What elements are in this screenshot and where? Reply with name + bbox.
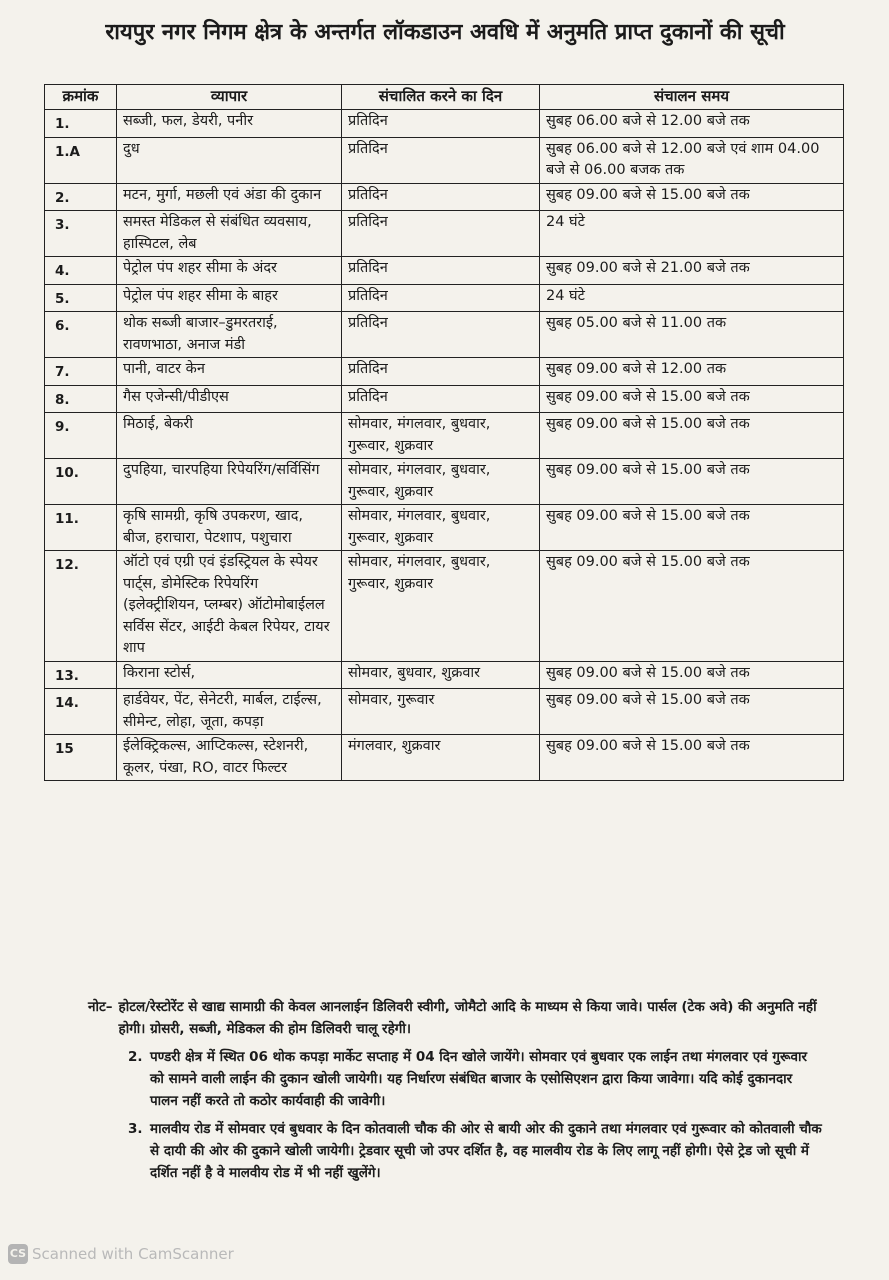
watermark-text: Scanned with CamScanner (32, 1245, 234, 1263)
trade-cell: पेट्रोल पंप शहर सीमा के बाहर (117, 284, 342, 312)
table-row (45, 689, 844, 735)
camscanner-logo-icon: CS (8, 1244, 28, 1264)
table-row (45, 661, 844, 689)
days-cell: प्रतिदिन (342, 257, 540, 285)
days-cell: सोमवार, गुरूवार (342, 689, 540, 735)
time-cell: 24 घंटे (540, 211, 844, 257)
time-cell: सुबह 09.00 बजे से 15.00 बजे तक (540, 183, 844, 211)
time-cell: सुबह 09.00 बजे से 15.00 बजे तक (540, 689, 844, 735)
scanner-watermark (8, 1244, 234, 1264)
table-row (45, 110, 844, 138)
note-2-number: 2. (128, 1049, 143, 1065)
trade-cell: हार्डवेयर, पेंट, सेनेटरी, मार्बल, टाईल्स, सीमेन्ट, लोहा, जूता, कपड़ा (117, 689, 342, 735)
time-cell: सुबह 09.00 बजे से 15.00 बजे तक (540, 735, 844, 781)
days-cell: सोमवार, मंगलवार, बुधवार, गुरूवार, शुक्रवार (342, 551, 540, 662)
header-trade: व्यापार (117, 85, 342, 110)
header-days: संचालित करने का दिन (342, 85, 540, 110)
trade-cell: समस्त मेडिकल से संबंधित व्यवसाय, हास्पिटल, लेब (117, 211, 342, 257)
table-row (45, 385, 844, 413)
note-3 (88, 1118, 823, 1184)
serial-cell: 10. (45, 459, 117, 505)
serial-cell: 5. (45, 284, 117, 312)
days-cell: प्रतिदिन (342, 211, 540, 257)
days-cell: प्रतिदिन (342, 358, 540, 386)
time-cell: सुबह 09.00 बजे से 15.00 बजे तक (540, 505, 844, 551)
days-cell: सोमवार, बुधवार, शुक्रवार (342, 661, 540, 689)
trade-cell: मिठाई, बेकरी (117, 413, 342, 459)
serial-cell: 6. (45, 312, 117, 358)
note-1 (88, 996, 823, 1040)
days-cell: प्रतिदिन (342, 385, 540, 413)
trade-cell: मटन, मुर्गा, मछली एवं अंडा की दुकान (117, 183, 342, 211)
serial-cell: 3. (45, 211, 117, 257)
trade-cell: ईलेक्ट्रिकल्स, आप्टिकल्स, स्टेशनरी, कूलर, पंखा, RO, वाटर फिल्टर (117, 735, 342, 781)
table-row (45, 459, 844, 505)
serial-cell: 7. (45, 358, 117, 386)
time-cell: सुबह 09.00 बजे से 15.00 बजे तक (540, 385, 844, 413)
table-row (45, 358, 844, 386)
serial-cell: 9. (45, 413, 117, 459)
table-row (45, 284, 844, 312)
notes-section (88, 996, 823, 1184)
time-cell: सुबह 09.00 बजे से 21.00 बजे तक (540, 257, 844, 285)
table-row (45, 183, 844, 211)
table-row (45, 211, 844, 257)
days-cell: सोमवार, मंगलवार, बुधवार, गुरूवार, शुक्रवार (342, 413, 540, 459)
serial-cell: 14. (45, 689, 117, 735)
time-cell: सुबह 09.00 बजे से 15.00 बजे तक (540, 551, 844, 662)
table-row (45, 551, 844, 662)
time-cell: सुबह 09.00 बजे से 12.00 तक (540, 358, 844, 386)
time-cell: सुबह 09.00 बजे से 15.00 बजे तक (540, 413, 844, 459)
days-cell: प्रतिदिन (342, 284, 540, 312)
days-cell: प्रतिदिन (342, 183, 540, 211)
page-title: रायपुर नगर निगम क्षेत्र के अन्तर्गत लॉकडाउन अवधि में अनुमति प्राप्त दुकानों की सूची (105, 20, 785, 45)
note-1-text: होटल/रेस्टोरेंट से खाद्य सामाग्री की केवल आनलाईन डिलिवरी स्वीगी, जोमैटो आदि के माध्यम से किया जावे। पार्सल (टेक अवे) की अनुमति नहीं होगी। ग्रोसरी, सब्जी, मेडिकल की होम डिलिवरी चालू रहेगी। (118, 999, 817, 1037)
days-cell: मंगलवार, शुक्रवार (342, 735, 540, 781)
serial-cell: 12. (45, 551, 117, 662)
trade-cell: ऑटो एवं एग्री एवं इंडस्ट्रियल के स्पेयर पार्ट्स, डोमेस्टिक रिपेयरिंग (इलेक्ट्रीशियन, प्लम्बर) ऑटोमोबाईलल सर्विस सेंटर, आईटी केबल रिपेयर, टायर शाप (117, 551, 342, 662)
serial-cell: 15 (45, 735, 117, 781)
table-row (45, 312, 844, 358)
note-3-text: मालवीय रोड में सोमवार एवं बुधवार के दिन कोतवाली चौक की ओर से बायी ओर की दुकाने तथा मंगलवार एवं गुरूवार को कोतवाली चौक से दायी की ओर की दुकाने खोली जायेगी। ट्रेडवार सूची जो उपर दर्शित है, वह मालवीय रोड के लिए लागू नहीं होगी। ऐसे ट्रेड जो सूची में दर्शित नहीं है वे मालवीय रोड में भी नहीं खुलेंगे। (150, 1121, 822, 1181)
serial-cell: 11. (45, 505, 117, 551)
table-row (45, 413, 844, 459)
trade-cell: किराना स्टोर्स, (117, 661, 342, 689)
trade-cell: गैस एजेन्सी/पीडीएस (117, 385, 342, 413)
table-row (45, 137, 844, 183)
table-row (45, 735, 844, 781)
header-serial: क्रमांक (45, 85, 117, 110)
days-cell: सोमवार, मंगलवार, बुधवार, गुरूवार, शुक्रवार (342, 505, 540, 551)
note-2-text: पण्डरी क्षेत्र में स्थित 06 थोक कपड़ा मार्केट सप्ताह में 04 दिन खोले जायेंगे। सोमवार एवं बुधवार एक लाईन तथा मंगलवार एवं गुरूवार को सामने वाली लाईन की दुकान खोली जायेगी। यह निर्धारण संबंधित बाजार के एसोसिएशन द्वारा किया जावेगा। यदि कोई दुकानदार पालन नहीं करते तो कठोर कार्यवाही की जावेगी। (150, 1049, 807, 1109)
days-cell: प्रतिदिन (342, 137, 540, 183)
table-row (45, 257, 844, 285)
time-cell: सुबह 06.00 बजे से 12.00 बजे तक (540, 110, 844, 138)
trade-cell: पेट्रोल पंप शहर सीमा के अंदर (117, 257, 342, 285)
trade-cell: पानी, वाटर केन (117, 358, 342, 386)
shop-list-table (44, 84, 844, 781)
trade-cell: थोक सब्जी बाजार–डुमरतराई, रावणभाठा, अनाज मंडी (117, 312, 342, 358)
days-cell: सोमवार, मंगलवार, बुधवार, गुरूवार, शुक्रवार (342, 459, 540, 505)
serial-cell: 1. (45, 110, 117, 138)
time-cell: सुबह 06.00 बजे से 12.00 बजे एवं शाम 04.00 बजे से 06.00 बजक तक (540, 137, 844, 183)
note-2 (88, 1046, 823, 1112)
table-header-row (45, 85, 844, 110)
time-cell: 24 घंटे (540, 284, 844, 312)
trade-cell: दुपहिया, चारपहिया रिपेयरिंग/सर्विसिंग (117, 459, 342, 505)
serial-cell: 4. (45, 257, 117, 285)
trade-cell: सब्जी, फल, डेयरी, पनीर (117, 110, 342, 138)
header-time: संचालन समय (540, 85, 844, 110)
days-cell: प्रतिदिन (342, 110, 540, 138)
time-cell: सुबह 09.00 बजे से 15.00 बजे तक (540, 661, 844, 689)
time-cell: सुबह 09.00 बजे से 15.00 बजे तक (540, 459, 844, 505)
note-label: नोट– (88, 999, 113, 1015)
table-row (45, 505, 844, 551)
serial-cell: 2. (45, 183, 117, 211)
time-cell: सुबह 05.00 बजे से 11.00 तक (540, 312, 844, 358)
serial-cell: 13. (45, 661, 117, 689)
note-3-number: 3. (128, 1121, 143, 1137)
serial-cell: 8. (45, 385, 117, 413)
serial-cell: 1.A (45, 137, 117, 183)
trade-cell: कृषि सामग्री, कृषि उपकरण, खाद, बीज, हराचारा, पेटशाप, पशुचारा (117, 505, 342, 551)
trade-cell: दुध (117, 137, 342, 183)
days-cell: प्रतिदिन (342, 312, 540, 358)
